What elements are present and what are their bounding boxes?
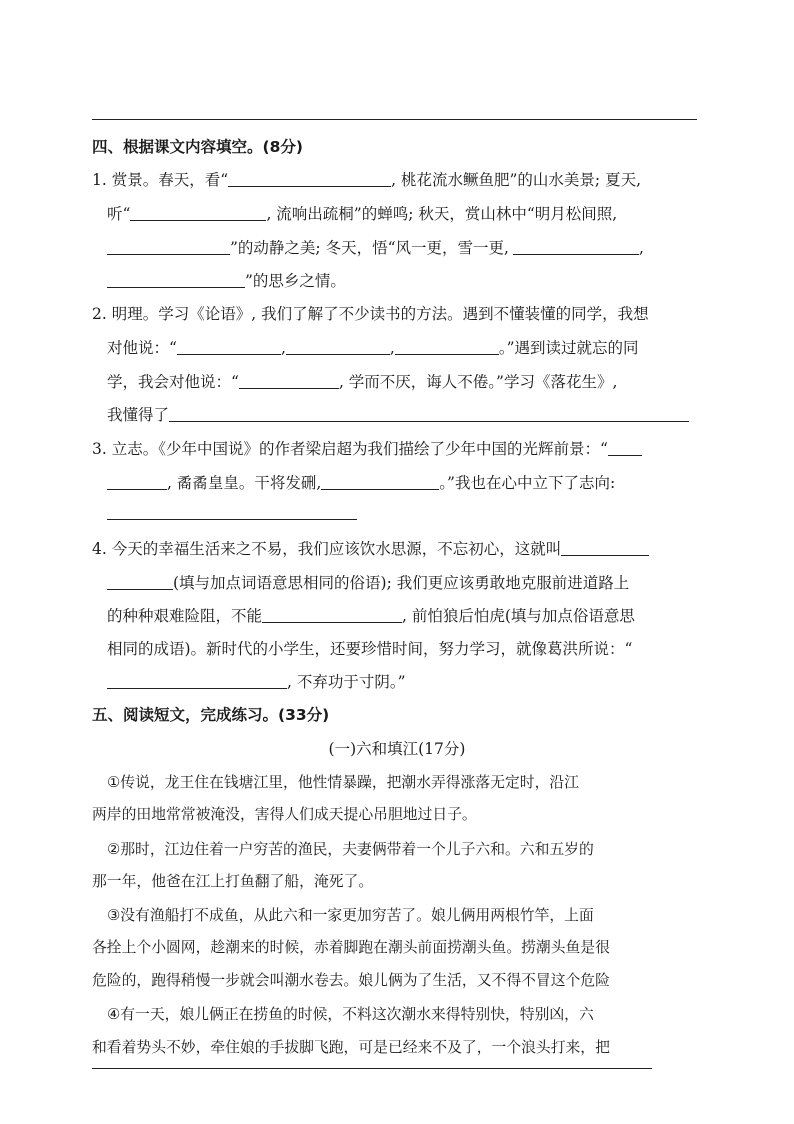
q3-blank-1a[interactable]	[608, 440, 642, 456]
q4-line4: 相同的成语)。新时代的小学生，还要珍惜时间，努力学习，就像葛洪所说：“	[107, 640, 633, 658]
top-divider	[92, 119, 697, 120]
q1-blank-5[interactable]	[107, 272, 245, 288]
q2-blank-5[interactable]	[169, 406, 689, 422]
q2-line1: 2. 明理。学习《论语》, 我们了解了不少读书的方法。遇到不懂装懂的同学，我想	[92, 305, 649, 323]
q4-blank-2[interactable]	[262, 607, 402, 623]
passage-p2-line2: 那一年，他爸在江上打鱼翻了船，淹死了。	[92, 873, 374, 890]
q2-line2: 对他说：“ , , 。”遇到读过就忘的同	[107, 339, 639, 357]
q2-blank-3[interactable]	[395, 339, 499, 355]
q2-blank-4[interactable]	[239, 373, 339, 389]
passage-p4-line2: 和看着势头不妙，牵住娘的手拔脚飞跑，可是已经来不及了，一个浪头打来，把	[92, 1039, 610, 1056]
passage-p3-line3: 危险的，跑得稍慢一步就会叫潮水卷去。娘儿俩为了生活，又不得不冒这个危险	[92, 972, 610, 989]
passage-p4-line1: ④有一天，娘儿俩正在捞鱼的时候，不料这次潮水来得特别快，特别凶，六	[107, 1006, 594, 1023]
passage-p3-line1: ③没有渔船打不成鱼，从此六和一家更加穷苦了。娘儿俩用两根竹竿，上面	[107, 907, 594, 924]
q3-line2: , 矞矞皇皇。干将发硎, 。”我也在心中立下了志向:	[107, 471, 615, 493]
passage-p2-line1: ②那时，江边住着一户穷苦的渔民，夫妻俩带着一个儿子六和。六和五岁的	[107, 841, 594, 858]
q1-blank-1[interactable]	[228, 171, 391, 187]
q3-line1: 3. 立志。《少年中国说》的作者梁启超为我们描绘了少年中国的光辉前景：“	[92, 437, 642, 459]
q4-blank-1b[interactable]	[107, 574, 173, 590]
q4-line3: 的种种艰难险阻，不能 , 前怕狼后怕虎(填与加点俗语意思	[107, 607, 635, 625]
section4-heading: 四、根据课文内容填空。(8分)	[92, 138, 303, 156]
passage-title: (一)六和填江(17分)	[328, 740, 466, 758]
q3-line3	[107, 504, 357, 522]
q1-line4: ”的思乡之情。	[107, 269, 346, 291]
q4-line5: , 不弃功于寸阴。”	[107, 670, 406, 692]
q2-line3: 学，我会对他说：“ , 学而不厌，诲人不倦。”学习《落花生》,	[107, 373, 618, 391]
q3-blank-2[interactable]	[321, 474, 439, 490]
q1-blank-4[interactable]	[513, 239, 639, 255]
passage-p1-line2: 两岸的田地常常被淹没，害得人们成天提心吊胆地过日子。	[92, 806, 477, 823]
q2-line4: 我懂得了	[107, 403, 689, 425]
q4-line1: 4. 今天的幸福生活来之不易，我们应该饮水思源，不忘初心，这就叫	[92, 537, 649, 559]
bottom-divider	[92, 1068, 652, 1069]
q1-blank-3[interactable]	[107, 239, 230, 255]
q4-blank-1a[interactable]	[561, 540, 649, 556]
q3-blank-3[interactable]	[107, 504, 357, 520]
q1-line2: 听“ , 流响出疏桐”的蝉鸣; 秋天，赏山林中“明月松间照,	[107, 205, 618, 223]
q2-blank-1[interactable]	[177, 339, 281, 355]
q4-blank-3[interactable]	[107, 673, 287, 689]
q1-line3: ”的动静之美; 冬天，悟“风一更，雪一更, ,	[107, 236, 644, 258]
q4-line2: (填与加点词语意思相同的俗语); 我们更应该勇敢地克服前进道路上	[107, 571, 629, 593]
section5-heading: 五、阅读短文，完成练习。(33分)	[92, 706, 330, 724]
q1-line1: 1. 赏景。春天，看“ , 桃花流水鳜鱼肥”的山水美景; 夏天,	[92, 171, 641, 189]
q2-blank-2[interactable]	[286, 339, 390, 355]
passage-p1-line1: ①传说，龙王住在钱塘江里，他性情暴躁，把潮水弄得涨落无定时，沿江	[107, 774, 579, 791]
q1-blank-2[interactable]	[130, 205, 266, 221]
q3-blank-1b[interactable]	[107, 474, 167, 490]
passage-p3-line2: 各拴上个小圆网，趁潮来的时候，赤着脚跑在潮头前面捞潮头鱼。捞潮头鱼是很	[92, 939, 610, 956]
